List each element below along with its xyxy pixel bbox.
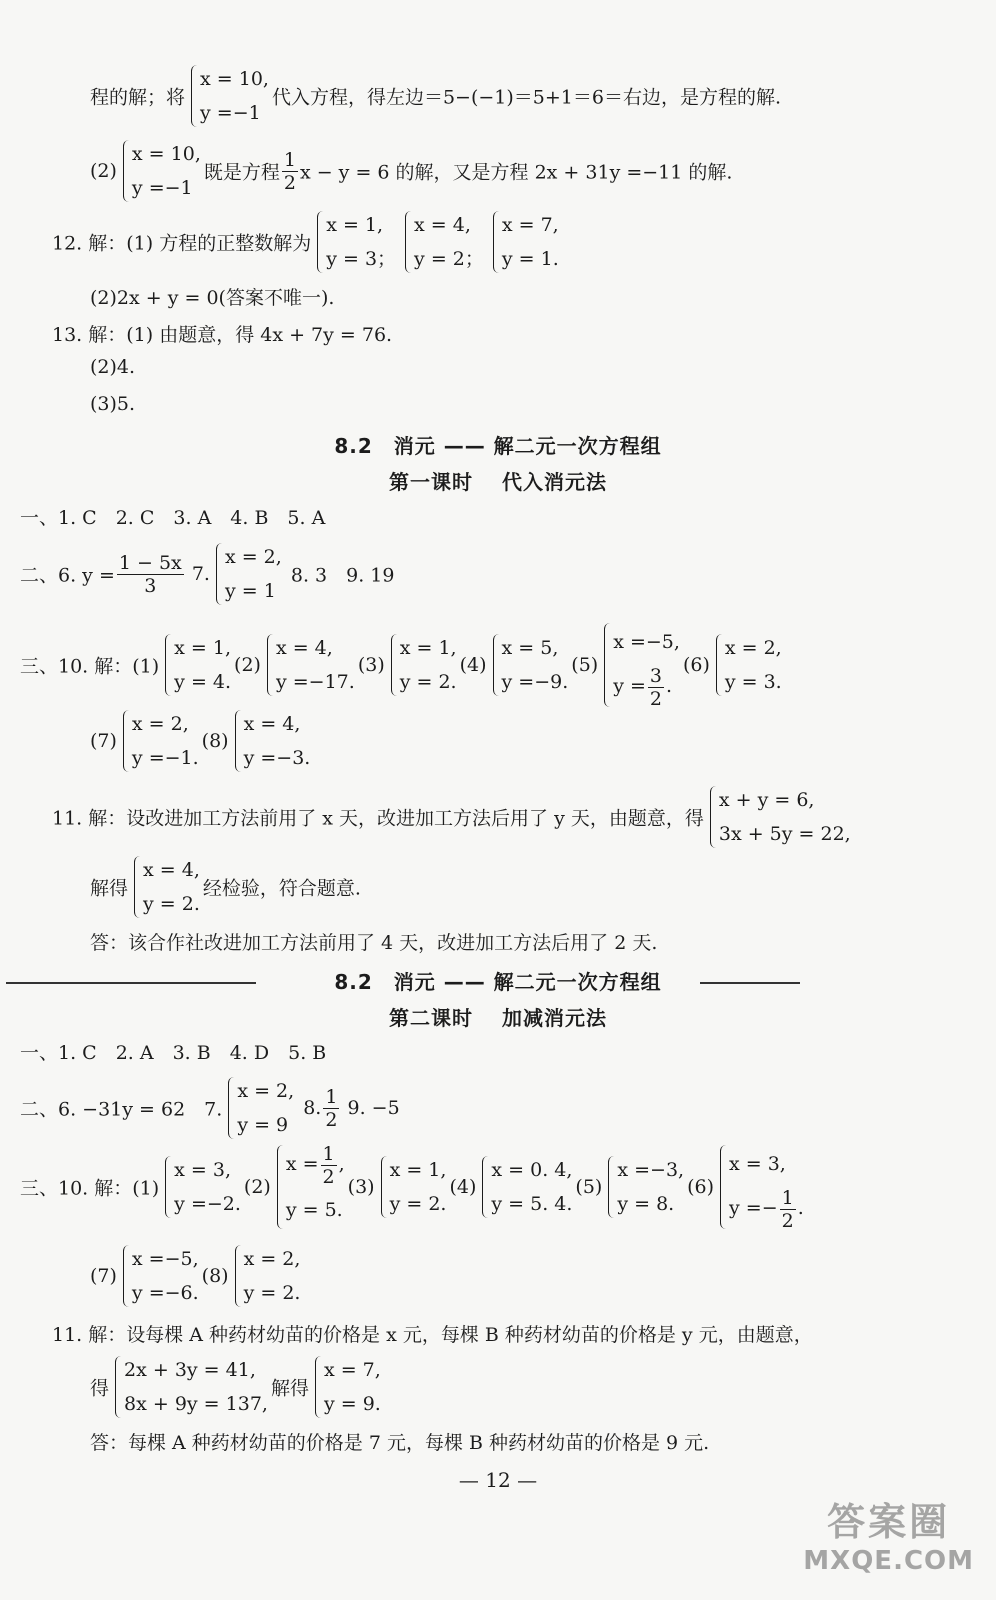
watermark-logo: 答案圈 MXQE.COM	[803, 1500, 974, 1576]
equation-system: x =−5, y = $\frac{3}{2}$ .	[601, 620, 680, 710]
fraction: $\frac{3}{2}$	[649, 664, 662, 710]
line-11-2: (2) x = 10, y =−1 既是方程 $\frac{1}{2}$ x − y = 6 的解，又是方程 2x + 31y =−11 的解.	[90, 137, 732, 205]
equation-system: x + y = 6, 3x + 5y = 22,	[707, 783, 851, 851]
fraction: $\frac{1}{2}$	[322, 1142, 335, 1188]
equation-system: x = 10, y =−1	[188, 62, 269, 130]
line-10-solutions: 三、10. 解：(1) x = 3, y =−2. (2) x = $\frac{1}{2}$ , y = 5. (3) x = 1, y = 2. (4) x = 0. 4, y = 5. 4. (5) x =−3, y = 8. (6) x = 3, y =− $\frac{1}{2}$ .	[20, 1142, 804, 1232]
equation-system: x = 0. 4, y = 5. 4.	[479, 1153, 572, 1221]
line-10-solutions: 三、10. 解：(1) x = 1, y = 4. (2) x = 4, y =−17. (3) x = 1, y = 2. (4) x = 5, y =−9. (5) x =−5, y = $\frac{3}{2}$ . (6) x = 2, y = 3.	[20, 620, 785, 710]
equation-system: x = 1, y = 2.	[388, 631, 457, 699]
line-11-answer: 答：该合作社改进加工方法前用了 4 天，改进加工方法后用了 2 天.	[90, 932, 658, 954]
page-number: — 12 —	[458, 1468, 538, 1492]
equation-system: x = 10, y =−1	[120, 137, 201, 205]
equation-system: x = 4, y =−17.	[264, 631, 355, 699]
equation-system: x = 4, y = 2；	[402, 208, 484, 276]
line-fill-answers: 二、6. −31y = 62 7. x = 2, y = 9 8. $\frac{1}{2}$ 9. −5	[20, 1074, 400, 1142]
section-title: 8.2 消元 —— 解二元一次方程组	[334, 970, 662, 994]
line-10-solutions-cont: (7) x =−5, y =−6. (8) x = 2, y = 2.	[90, 1242, 303, 1310]
line-13-2: (2)4.	[90, 356, 136, 378]
equation-system: x = 3, y =−2.	[162, 1153, 241, 1221]
fraction: $\frac{1}{2}$	[325, 1085, 338, 1131]
line-12-1: 12. 解：(1) 方程的正整数解为 x = 1, y = 3； x = 4, y = 2； x = 7, y = 1.	[52, 208, 562, 276]
line-11-setup: 11. 解：设改进加工方法前用了 x 天，改进加工方法后用了 y 天，由题意，得 x + y = 6, 3x + 5y = 22,	[52, 783, 854, 851]
fraction: $\frac{1}{2}$	[781, 1186, 794, 1232]
line-choice-answers: 一、1. C 2. A 3. B 4. D 5. B	[20, 1042, 327, 1064]
equation-system: x = $\frac{1}{2}$ , y = 5.	[274, 1142, 345, 1232]
section-subtitle: 第二课时 加减消元法	[389, 1006, 607, 1030]
equation-system: x = 4, y = 2.	[131, 853, 200, 921]
equation-system: x = 2, y =−1.	[120, 707, 199, 775]
equation-system: x = 1, y = 4.	[162, 631, 231, 699]
line-12-2: (2)2x + y = 0(答案不唯一).	[90, 287, 335, 309]
line-13-3: (3)5.	[90, 393, 136, 415]
equation-system: x = 2, y = 9	[225, 1074, 294, 1142]
equation-system: x = 2, y = 2.	[232, 1242, 301, 1310]
equation-system: 2x + 3y = 41, 8x + 9y = 137,	[112, 1353, 268, 1421]
equation-system: x = 7, y = 1.	[490, 208, 559, 276]
line-choice-answers: 一、1. C 2. C 3. A 4. B 5. A	[20, 507, 326, 529]
equation-system: x = 7, y = 9.	[312, 1353, 381, 1421]
fraction: $\frac{1 - 5x}{3}$	[118, 551, 182, 597]
equation-system: x =−5, y =−6.	[120, 1242, 199, 1310]
line-11-solve: 解得 x = 4, y = 2. 经检验，符合题意.	[90, 853, 361, 921]
equation-system: x = 1, y = 3；	[314, 208, 396, 276]
equation-system: x = 5, y =−9.	[490, 631, 569, 699]
line-10-solutions-cont: (7) x = 2, y =−1. (8) x = 4, y =−3.	[90, 707, 313, 775]
line-11-answer: 答：每棵 A 种药材幼苗的价格是 7 元，每棵 B 种药材幼苗的价格是 9 元.	[90, 1432, 710, 1454]
equation-system: x = 4, y =−3.	[232, 707, 311, 775]
equation-system: x = 2, y = 1	[213, 540, 282, 608]
line-11-solve: 得 2x + 3y = 41, 8x + 9y = 137, 解得 x = 7, y = 9.	[90, 1353, 384, 1421]
equation-system: x = 2, y = 3.	[713, 631, 782, 699]
equation-system: x =−3, y = 8.	[605, 1153, 684, 1221]
section-subtitle: 第一课时 代入消元法	[389, 470, 607, 494]
section-title: 8.2 消元 —— 解二元一次方程组	[334, 434, 662, 458]
equation-system: x = 3, y =− $\frac{1}{2}$ .	[717, 1142, 804, 1232]
line-11-setup: 11. 解：设每棵 A 种药材幼苗的价格是 x 元，每棵 B 种药材幼苗的价格是 y 元，由题意，	[52, 1324, 813, 1346]
fraction: $\frac{1}{2}$	[283, 148, 296, 194]
line-fill-answers: 二、6. y = $\frac{1 - 5x}{3}$ 7. x = 2, y = 1 8. 3 9. 19	[20, 540, 394, 608]
equation-system: x = 1, y = 2.	[378, 1153, 447, 1221]
line-13-1: 13. 解：(1) 由题意，得 4x + 7y = 76.	[52, 324, 393, 346]
line-solution-check: 程的解；将 x = 10, y =−1 代入方程，得左边＝5−(−1)＝5+1＝6＝右边，是方程的解.	[90, 62, 781, 130]
